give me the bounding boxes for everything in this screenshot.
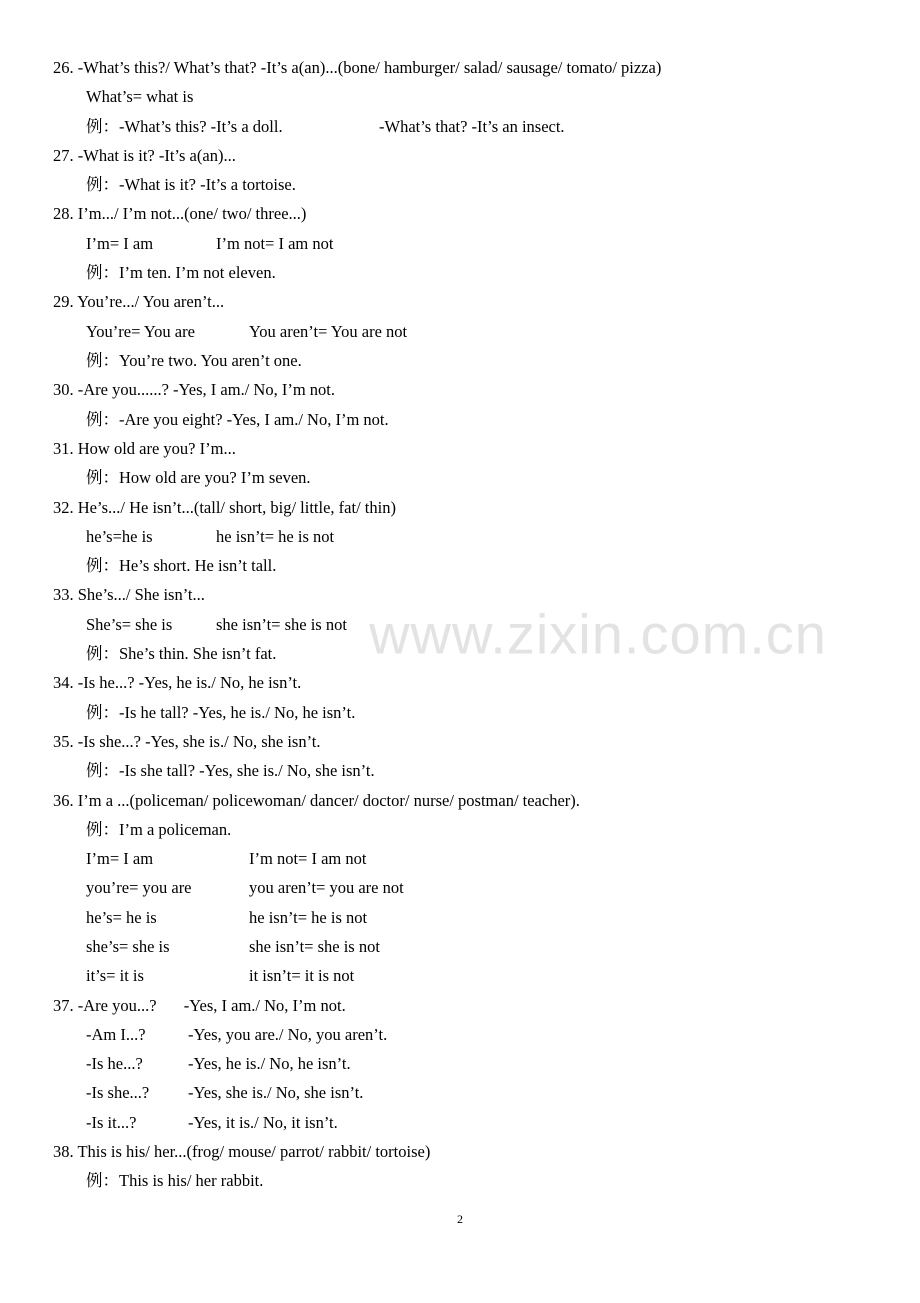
item-27-line-1 — [86, 173, 296, 197]
item-text: I’m a ...(policeman/ policewoman/ dancer/ doctor/ nurse/ postman/ teacher). — [77, 791, 580, 810]
item-37-line-2 — [86, 1052, 351, 1076]
example-text-second: -What’s that? -It’s an insect. — [379, 117, 565, 136]
contraction-note-negative: you aren’t= you are not — [249, 878, 404, 897]
contraction-note-negative: he isn’t= he is not — [216, 527, 335, 546]
item-text: You’re.../ You aren’t... — [77, 292, 225, 311]
item-number: 33. — [53, 585, 74, 604]
item-28-line-2 — [86, 261, 276, 285]
answer-form: -Yes, she is./ No, she isn’t. — [188, 1083, 364, 1102]
item-number: 27. — [53, 146, 74, 165]
example-text: 例：He’s short. He isn’t tall. — [86, 556, 277, 575]
example-text: 例：This is his/ her rabbit. — [86, 1171, 264, 1190]
item-36-line-4 — [86, 906, 367, 930]
answer-form: -Yes, you are./ No, you aren’t. — [188, 1025, 388, 1044]
example-text: 例：-Are you eight? -Yes, I am./ No, I’m not. — [86, 410, 389, 429]
item-text: This is his/ her...(frog/ mouse/ parrot/ rabbit/ tortoise) — [77, 1142, 431, 1161]
example-text: 例：She’s thin. She isn’t fat. — [86, 644, 277, 663]
item-number: 32. — [53, 498, 74, 517]
item-35-heading — [53, 730, 321, 754]
item-31-line-1 — [86, 466, 311, 490]
item-number: 29. — [53, 292, 74, 311]
item-number: 37. — [53, 996, 74, 1015]
item-37-line-1 — [86, 1023, 387, 1047]
item-text: -Are you......? -Yes, I am./ No, I’m not. — [77, 380, 335, 399]
question-form: -Am I...? — [86, 1025, 146, 1044]
item-answer: -Yes, I am./ No, I’m not. — [183, 996, 346, 1015]
item-32-heading — [53, 496, 396, 520]
item-28-line-1 — [86, 232, 333, 256]
item-38-heading — [53, 1140, 430, 1164]
item-37-line-3 — [86, 1081, 363, 1105]
question-form: -Is it...? — [86, 1113, 137, 1132]
item-number: 35. — [53, 732, 74, 751]
item-text: He’s.../ He isn’t...(tall/ short, big/ little, fat/ thin) — [77, 498, 396, 517]
item-32-line-2 — [86, 554, 276, 578]
answer-form: -Yes, he is./ No, he isn’t. — [188, 1054, 351, 1073]
contraction-note: she’s= she is — [86, 937, 170, 956]
page-number: 2 — [457, 1212, 463, 1226]
item-question: -Are you...? — [77, 996, 157, 1015]
item-36-line-2 — [86, 847, 366, 871]
item-33-heading — [53, 583, 205, 607]
item-27-heading — [53, 144, 236, 168]
contraction-note-negative: I’m not= I am not — [216, 234, 334, 253]
item-text: -Is he...? -Yes, he is./ No, he isn’t. — [77, 673, 302, 692]
contraction-note-negative: I’m not= I am not — [249, 849, 367, 868]
item-number: 31. — [53, 439, 74, 458]
item-33-line-1 — [86, 613, 347, 637]
item-34-line-1 — [86, 701, 355, 725]
item-29-line-2 — [86, 349, 302, 373]
example-text: 例：-What is it? -It’s a tortoise. — [86, 175, 296, 194]
contraction-note: he’s= he is — [86, 908, 157, 927]
item-33-line-2 — [86, 642, 276, 666]
contraction-note-negative: she isn’t= she is not — [249, 937, 380, 956]
question-form: -Is she...? — [86, 1083, 150, 1102]
item-37-line-4 — [86, 1111, 338, 1135]
item-38-line-1 — [86, 1169, 263, 1193]
item-number: 28. — [53, 204, 74, 223]
item-36-heading — [53, 789, 580, 813]
example-text: 例：I’m ten. I’m not eleven. — [86, 263, 276, 282]
item-36-line-3 — [86, 876, 404, 900]
contraction-note: he’s=he is — [86, 527, 153, 546]
item-text: How old are you? I’m... — [77, 439, 236, 458]
item-number: 38. — [53, 1142, 74, 1161]
item-26-line-2 — [86, 115, 565, 139]
item-number: 26. — [53, 58, 74, 77]
item-text: -Is she...? -Yes, she is./ No, she isn’t. — [77, 732, 321, 751]
item-34-heading — [53, 671, 301, 695]
item-35-line-1 — [86, 759, 375, 783]
contraction-note-negative: he isn’t= he is not — [249, 908, 368, 927]
example-text: 例：-Is he tall? -Yes, he is./ No, he isn’t. — [86, 703, 356, 722]
contraction-note: you’re= you are — [86, 878, 192, 897]
item-number: 30. — [53, 380, 74, 399]
contraction-note: it’s= it is — [86, 966, 144, 985]
example-text: 例：How old are you? I’m seven. — [86, 468, 311, 487]
item-29-heading — [53, 290, 224, 314]
item-26-heading — [53, 56, 661, 80]
item-37-heading — [53, 994, 346, 1018]
item-30-line-1 — [86, 408, 389, 432]
item-number: 34. — [53, 673, 74, 692]
item-text: I’m.../ I’m not...(one/ two/ three...) — [77, 204, 307, 223]
contraction-note-negative: You aren’t= You are not — [249, 322, 408, 341]
example-text: 例：I’m a policeman. — [86, 820, 232, 839]
item-32-line-1 — [86, 525, 334, 549]
item-number: 36. — [53, 791, 74, 810]
contraction-note: I’m= I am — [86, 234, 154, 253]
contraction-note-negative: it isn’t= it is not — [249, 966, 355, 985]
item-36-line-1 — [86, 818, 231, 842]
question-form: -Is he...? — [86, 1054, 143, 1073]
item-text: -What is it? -It’s a(an)... — [77, 146, 236, 165]
example-text: 例：You’re two. You aren’t one. — [86, 351, 302, 370]
example-text: 例：-What’s this? -It’s a doll. — [86, 117, 283, 136]
item-29-line-1 — [86, 320, 407, 344]
contraction-note: What’s= what is — [86, 87, 194, 106]
item-36-line-6 — [86, 964, 354, 988]
contraction-note-negative: she isn’t= she is not — [216, 615, 347, 634]
answer-form: -Yes, it is./ No, it isn’t. — [188, 1113, 338, 1132]
item-26-line-1 — [86, 85, 193, 109]
item-31-heading — [53, 437, 236, 461]
watermark: www.zixin.com.cn — [369, 602, 827, 666]
item-text: She’s.../ She isn’t... — [77, 585, 205, 604]
item-text: -What’s this?/ What’s that? -It’s a(an)...(bone/ hamburger/ salad/ sausage/ tomato/ pizza) — [77, 58, 662, 77]
contraction-note: You’re= You are — [86, 322, 195, 341]
contraction-note: I’m= I am — [86, 849, 154, 868]
item-28-heading — [53, 202, 306, 226]
example-text: 例：-Is she tall? -Yes, she is./ No, she isn’t. — [86, 761, 375, 780]
item-36-line-5 — [86, 935, 380, 959]
contraction-note: She’s= she is — [86, 615, 173, 634]
item-30-heading — [53, 378, 335, 402]
